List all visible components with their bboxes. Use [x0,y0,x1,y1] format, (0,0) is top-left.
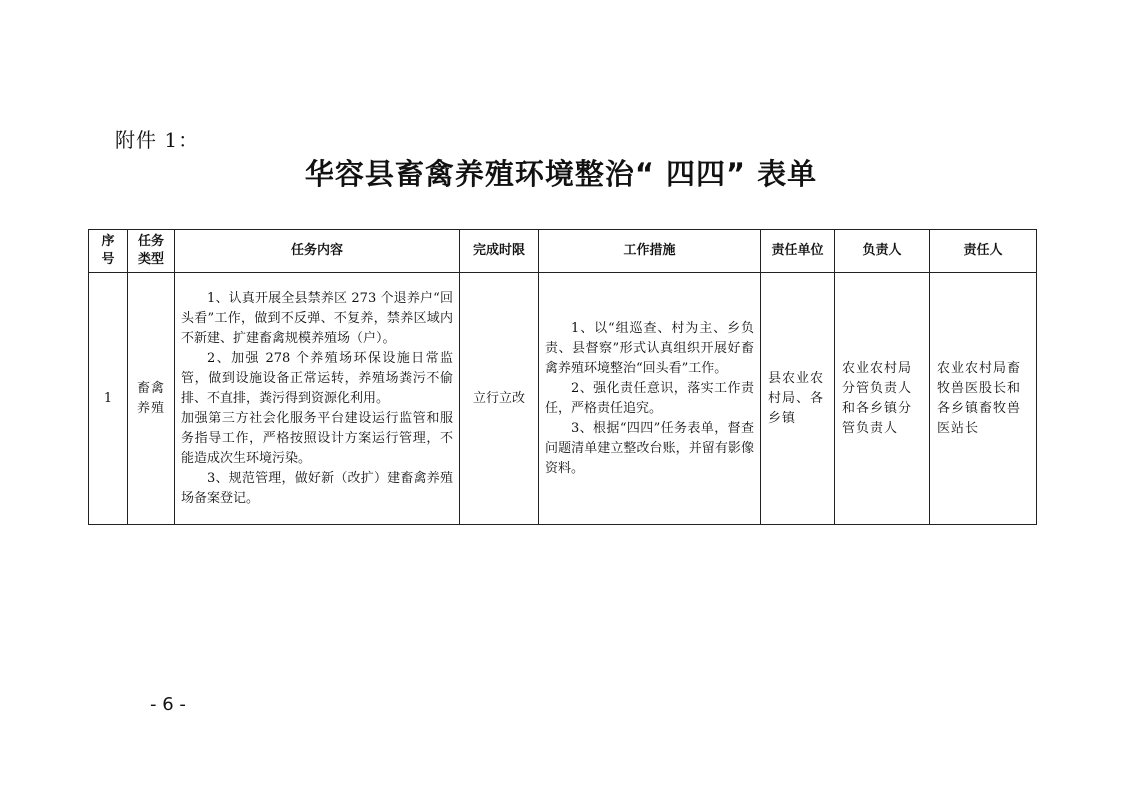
page-number: - 6 - [150,694,186,715]
header-task-type: 任务类型 [128,230,175,273]
measure-item: 1、以“组巡查、村为主、乡负责、县督察”形式认真组织开展好畜禽养殖环境整治“回头看”工作。 [545,320,754,376]
cell-responsible-person: 农业农村局畜牧兽医股长和各乡镇畜牧兽医站长 [930,273,1037,525]
attachment-label: 附件 1： [115,128,200,152]
header-deadline: 完成时限 [460,230,539,273]
cell-measures [539,273,761,525]
header-responsible-person: 责任人 [930,230,1037,273]
cell-deadline: 立行立改 [460,273,539,525]
document-title: 华容县畜禽养殖环境整治“ 四四” 表单 [304,157,818,191]
measure-item: 2、强化责任意识，落实工作责任，严格责任追究。 [545,380,754,416]
header-task-content: 任务内容 [175,230,460,273]
cell-person-in-charge: 农业农村局分管负责人和各乡镇分管负责人 [835,273,930,525]
task-content-item: 2、加强 278 个养殖场环保设施日常监管，做到设施设备正常运转，养殖场粪污不偷排、不直排，粪污得到资源化利用。 [181,350,453,406]
task-content-item: 1、认真开展全县禁养区 273 个退养户“回头看”工作，做到不反弹、不复养，禁养区域内不新建、扩建畜禽规模养殖场（户）。 [181,290,453,346]
cell-task-content [175,273,460,525]
cell-seq: 1 [89,273,128,525]
cell-responsible-unit: 县农业农村局、各乡镇 [761,273,835,525]
table-header-row [89,230,1037,273]
task-content-item: 3、规范管理，做好新（改扩）建畜禽养殖场备案登记。 [181,470,453,506]
table-row [89,273,1037,525]
task-content-item: 加强第三方社会化服务平台建设运行监管和服务指导工作，严格按照设计方案运行管理，不能造成次生环境污染。 [181,410,453,466]
header-seq: 序号 [89,230,128,273]
task-table [88,229,1037,525]
cell-task-type: 畜禽养殖 [128,273,175,525]
header-measures: 工作措施 [539,230,761,273]
measure-item: 3、根据“四四”任务表单，督查问题清单建立整改台账，并留有影像资料。 [545,420,754,476]
header-responsible-unit: 责任单位 [761,230,835,273]
header-person-in-charge: 负责人 [835,230,930,273]
